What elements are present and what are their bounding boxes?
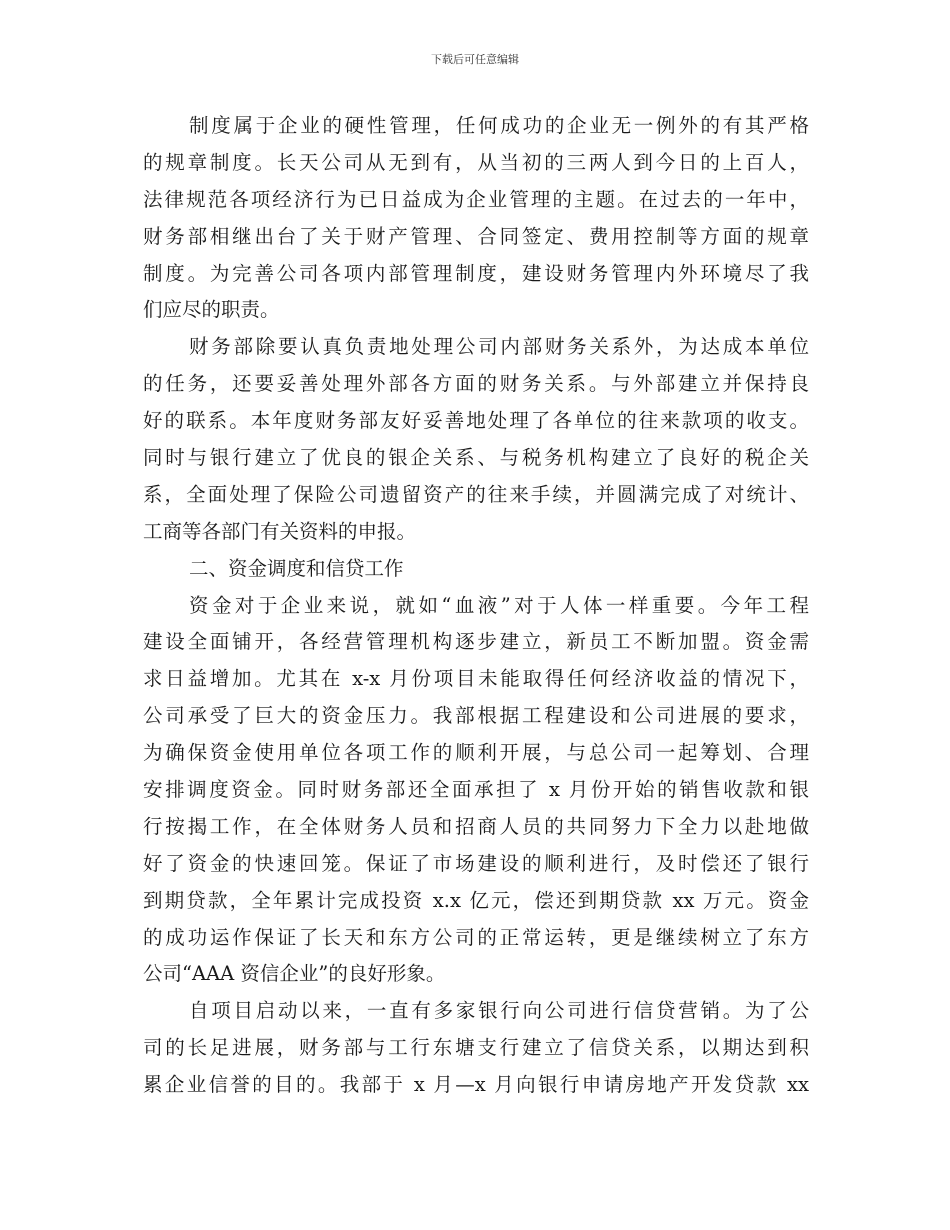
text-line: 的规章制度。长天公司从无到有，从当初的三两人到今日的上百人， [143,150,809,174]
text-line: 法律规范各项经济行为已日益成为企业管理的主题。在过去的一年中， [143,187,809,211]
text-line: 自项目启动以来，一直有多家银行向公司进行信贷营销。为了公 [189,999,809,1023]
text-line: 们应尽的职责。 [143,298,280,322]
text-line: 公司承受了巨大的资金压力。我部根据工程建设和公司进展的要求， [143,704,809,728]
text-line: 求日益增加。尤其在 x-x 月份项目未能取得任何经济收益的情况下， [143,667,809,691]
text-line: 为确保资金使用单位各项工作的顺利开展，与总公司一起筹划、合理 [143,741,809,765]
text-line: 制度属于企业的硬性管理，任何成功的企业无一例外的有其严格 [189,114,809,137]
text-line: 工商等各部门有关资料的申报。 [143,519,417,543]
text-line: 建设全面铺开，各经营管理机构逐步建立，新员工不断加盟。资金需 [143,630,809,654]
text-line: 安排调度资金。同时财务部还全面承担了 x 月份开始的销售收款和银 [143,778,809,802]
text-line: 好的联系。本年度财务部友好妥善地处理了各单位的往来款项的收支。 [143,409,809,433]
text-line: 司的长足进展，财务部与工行东塘支行建立了信贷关系，以期达到积 [143,1036,809,1060]
text-line: 二、资金调度和信贷工作 [189,556,404,580]
text-line: 系，全面处理了保险公司遗留资产的往来手续，并圆满完成了对统计、 [143,482,809,506]
text-line: 资金对于企业来说，就如“血液”对于人体一样重要。今年工程 [189,593,809,617]
page-header: 下载后可任意编辑 [431,53,519,66]
document-body [143,108,809,1104]
text-line: 的成功运作保证了长天和东方公司的正常运转，更是继续树立了东方 [143,925,809,949]
text-line: 到期贷款，全年累计完成投资 x.x 亿元，偿还到期贷款 xx 万元。资金 [143,888,809,912]
text-line: 累企业信誉的目的。我部于 x 月—x 月向银行申请房地产开发贷款 xx [143,1073,809,1097]
text-line: 同时与银行建立了优良的银企关系、与税务机构建立了良好的税企关 [143,446,809,470]
text-line: 好了资金的快速回笼。保证了市场建设的顺利进行，及时偿还了银行 [143,851,809,875]
text-line: 公司“AAA 资信企业”的良好形象。 [143,962,446,986]
text-line: 的任务，还要妥善处理外部各方面的财务关系。与外部建立并保持良 [143,372,809,396]
text-line: 财务部相继出台了关于财产管理、合同签定、费用控制等方面的规章 [143,224,809,248]
text-line: 行按揭工作，在全体财务人员和招商人员的共同努力下全力以赴地做 [143,814,809,838]
text-line: 财务部除要认真负责地处理公司内部财务关系外，为达成本单位 [189,335,809,359]
text-line: 制度。为完善公司各项内部管理制度，建设财务管理内外环境尽了我 [143,261,809,285]
